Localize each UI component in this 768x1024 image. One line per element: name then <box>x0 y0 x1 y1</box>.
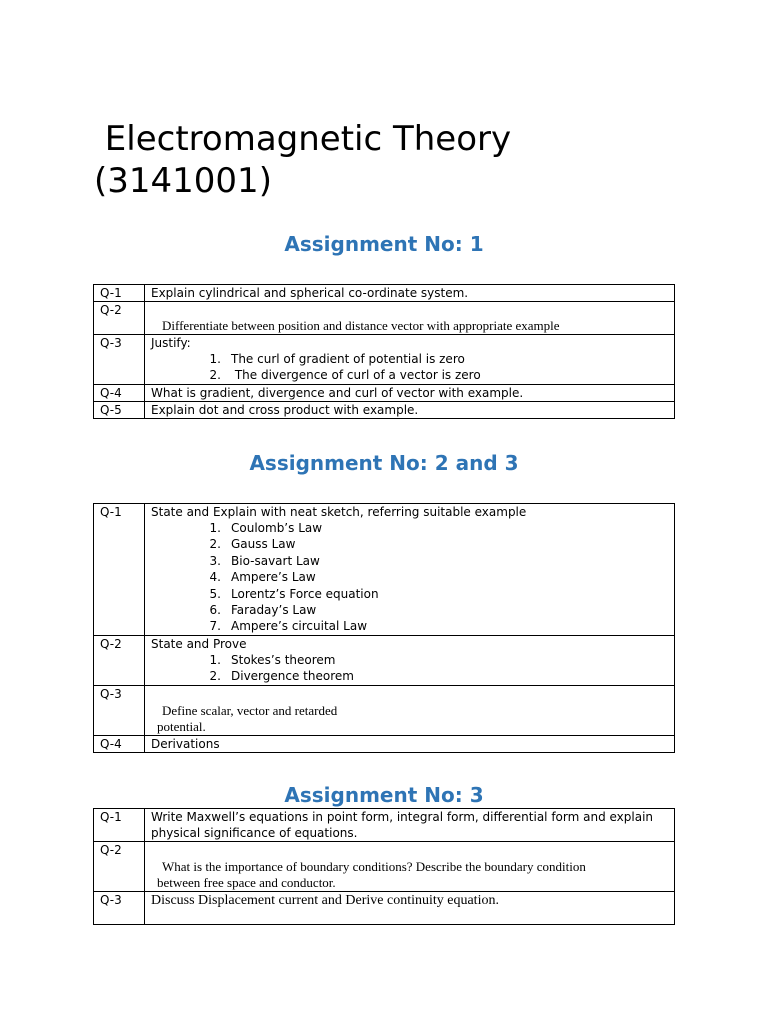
question-cell <box>145 892 675 925</box>
question-number: Q-1 <box>94 504 145 636</box>
question-text: State and Prove <box>151 636 247 651</box>
list-item: 1. The curl of gradient of potential is zero <box>209 352 465 366</box>
list-item: 1. Coulomb’s Law <box>209 521 323 535</box>
list-item: 5. Lorentz’s Force equation <box>209 586 379 601</box>
list-item: 6. Faraday’s Law <box>209 603 317 618</box>
question-items <box>151 351 674 384</box>
list-item-text: Ampere’s Law <box>231 570 316 585</box>
table-row <box>94 335 675 385</box>
question-text: Discuss Displacement current and Derive continuity equation. <box>151 893 499 908</box>
list-item-text: Coulomb’s Law <box>231 521 323 535</box>
question-text-line: between free space and conductor. <box>157 875 336 890</box>
question-text: Explain cylindrical and spherical co-ordinate system. <box>145 285 675 302</box>
question-cell <box>145 685 675 735</box>
list-item-text: Bio-savart Law <box>231 553 320 568</box>
question-cell <box>145 302 675 335</box>
document-title: Electromagnetic Theory (3141001) <box>94 119 512 201</box>
table-row <box>94 401 675 418</box>
table-row <box>94 809 675 842</box>
question-items <box>151 652 674 685</box>
question-items <box>151 520 674 635</box>
question-number: Q-2 <box>94 635 145 685</box>
question-text: State and Explain with neat sketch, referring suitable example <box>151 505 527 519</box>
table-row <box>94 635 675 685</box>
question-cell <box>145 504 675 636</box>
question-cell <box>145 335 675 385</box>
question-text: Explain dot and cross product with example. <box>145 401 675 418</box>
question-number: Q-4 <box>94 384 145 401</box>
question-text-line: Write Maxwell’s equations in point form, integral form, differential form and explain <box>151 810 654 824</box>
table-row <box>94 384 675 401</box>
list-item: 1. Stokes’s theorem <box>209 652 336 667</box>
question-text: Justify: <box>151 336 191 350</box>
table-row <box>94 685 675 735</box>
assignment-1-heading: Assignment No: 1 <box>284 232 484 256</box>
table-row <box>94 504 675 636</box>
question-number: Q-3 <box>94 892 145 925</box>
list-item-text: The divergence of curl of a vector is zero <box>231 368 481 383</box>
list-item-text: Gauss Law <box>231 537 296 552</box>
table-row <box>94 892 675 925</box>
question-number: Q-2 <box>94 302 145 335</box>
question-number: Q-1 <box>94 285 145 302</box>
assignment-2-heading: Assignment No: 2 and 3 <box>249 451 519 475</box>
question-number: Q-1 <box>94 809 145 842</box>
list-item-text: The curl of gradient of potential is zero <box>231 352 465 366</box>
list-item: 7. Ampere’s circuital Law <box>209 619 368 634</box>
list-item-text: Faraday’s Law <box>231 603 317 618</box>
question-text-line: What is the importance of boundary conditions? Describe the boundary condition <box>162 859 586 874</box>
question-text: Differentiate between position and distance vector with appropriate example <box>162 318 560 333</box>
list-item-text: Lorentz’s Force equation <box>231 586 379 601</box>
question-number: Q-2 <box>94 842 145 892</box>
question-number: Q-4 <box>94 735 145 752</box>
list-item: 4. Ampere’s Law <box>209 570 316 585</box>
list-item-text: Ampere’s circuital Law <box>231 619 368 634</box>
assignment-3-table <box>93 808 675 925</box>
table-row <box>94 302 675 335</box>
assignment-3-heading: Assignment No: 3 <box>284 783 484 807</box>
question-number: Q-3 <box>94 685 145 735</box>
question-cell <box>145 635 675 685</box>
question-text-line: potential. <box>157 718 206 734</box>
question-text: What is gradient, divergence and curl of vector with example. <box>145 384 675 401</box>
list-item: 2. Gauss Law <box>209 537 296 552</box>
question-text-line: physical significance of equations. <box>151 826 358 840</box>
table-row <box>94 842 675 892</box>
assignment-2-table <box>93 503 675 753</box>
table-row <box>94 285 675 302</box>
list-item: 2. The divergence of curl of a vector is zero <box>209 368 481 383</box>
question-cell <box>145 842 675 892</box>
list-item-text: Stokes’s theorem <box>231 652 336 667</box>
list-item: 3. Bio-savart Law <box>209 553 320 568</box>
list-item-text: Divergence theorem <box>231 669 354 684</box>
list-item: 2. Divergence theorem <box>209 669 354 684</box>
question-text-line: Define scalar, vector and retarded <box>162 702 338 718</box>
question-number: Q-5 <box>94 401 145 418</box>
question-cell <box>145 809 675 842</box>
question-text: Derivations <box>145 735 675 752</box>
assignment-1-table <box>93 284 675 419</box>
question-number: Q-3 <box>94 335 145 385</box>
table-row <box>94 735 675 752</box>
